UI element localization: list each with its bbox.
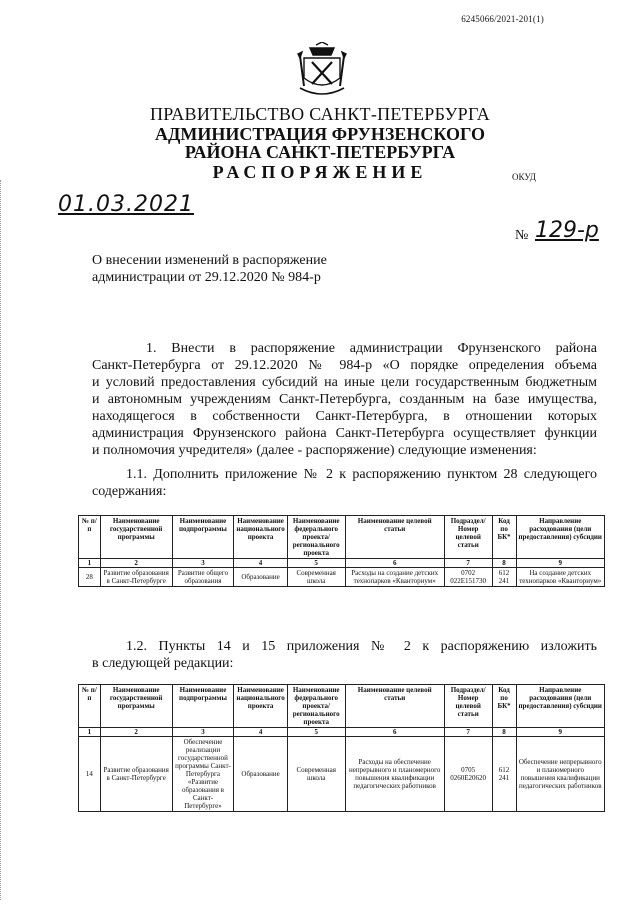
col-number: 1 [79, 559, 101, 568]
col-number: 8 [492, 559, 516, 568]
okud-label: ОКУД [512, 172, 536, 182]
subject-line-2: администрации от 29.12.2020 № 984-р [92, 270, 321, 285]
column-number-row [79, 728, 605, 737]
appendix-table-row-28 [78, 515, 605, 587]
cell: 14 [79, 737, 101, 812]
para1-line: и условий предоставления субсидий на иные цели государственным бюджетным [92, 375, 597, 390]
col-header: Наименование федерального проекта/ регионального проекта [287, 685, 345, 728]
col-number: 9 [516, 728, 605, 737]
cell: Образование [234, 737, 287, 812]
col-header: Наименование подпрограммы [172, 516, 234, 559]
appendix-table-row-14 [78, 684, 605, 812]
col-number: 3 [172, 559, 234, 568]
para2-line: содержания: [92, 484, 167, 499]
cell: 0705 0260Е20620 [444, 737, 492, 812]
col-number: 2 [100, 559, 172, 568]
col-header: Наименование государственной программы [100, 685, 172, 728]
cell: Развитие образования в Санкт-Петербурге [100, 568, 172, 587]
number-label: № [515, 228, 529, 243]
col-number: 7 [444, 728, 492, 737]
scan-margin-marks [0, 180, 5, 900]
cell: На создание детских технопарков «Кванториум» [516, 568, 605, 587]
table-row [79, 568, 605, 587]
col-header: Подраздел/ Номер целевой статьи [444, 685, 492, 728]
col-header: Направление расходования (цели предоставления) субсидии [516, 685, 605, 728]
col-header: Наименование национального проекта [234, 516, 287, 559]
document-id: 6245066/2021-201(1) [461, 14, 544, 24]
handwritten-date: 01.03.2021 [58, 192, 194, 217]
cell: 0702 022E151730 [444, 568, 492, 587]
cell: 612 241 [492, 568, 516, 587]
col-number: 1 [79, 728, 101, 737]
col-number: 2 [100, 728, 172, 737]
cell: 612 241 [492, 737, 516, 812]
col-header: Наименование государственной программы [100, 516, 172, 559]
col-header: Наименование подпрограммы [172, 685, 234, 728]
col-number: 3 [172, 728, 234, 737]
cell: Развитие образования в Санкт-Петербурге [100, 737, 172, 812]
col-number: 8 [492, 728, 516, 737]
para3-line: 1.2. Пункты 14 и 15 приложения № 2 к распоряжению изложить [126, 639, 597, 654]
table-header-row [79, 516, 605, 559]
col-number: 4 [234, 728, 287, 737]
cell: Современная школа [287, 737, 345, 812]
col-header: Наименование целевой статьи [345, 685, 444, 728]
para3-line: в следующей редакции: [92, 656, 234, 671]
administration-title: АДМИНИСТРАЦИЯ ФРУНЗЕНСКОГО [155, 124, 485, 144]
cell: Обеспечение непрерывного и планомерного повышения квалификации педагогических работников [516, 737, 605, 812]
spb-coat-of-arms-icon [296, 42, 348, 100]
col-header: № п/п [79, 516, 101, 559]
subject-line-1: О внесении изменений в распоряжение [92, 253, 327, 268]
document-type: РАСПОРЯЖЕНИЕ [212, 162, 428, 182]
cell: Развитие общего образования [172, 568, 234, 587]
para1-line: и автономным учреждениям Санкт-Петербурга, созданным на базе имущества, [92, 392, 597, 407]
table-row [79, 737, 605, 812]
col-header: Код по БК* [492, 516, 516, 559]
col-header: Направление расходования (цели предоставления) субсидии [516, 516, 605, 559]
col-header: Наименование национального проекта [234, 685, 287, 728]
para1-line: и полномочия учредителя» (далее - распоряжение) следующие изменения: [92, 443, 537, 458]
col-number: 7 [444, 559, 492, 568]
col-header: Наименование целевой статьи [345, 516, 444, 559]
para1-line: находящегося в собственности Санкт-Петербурга, в отношении которых [92, 409, 597, 424]
cell: Образование [234, 568, 287, 587]
col-number: 5 [287, 559, 345, 568]
col-header: Код по БК* [492, 685, 516, 728]
table-header-row [79, 685, 605, 728]
para1-line: 1. Внести в распоряжение администрации Фрунзенского района [146, 341, 597, 356]
cell: Расходы на обеспечение непрерывного и планомерного повышения квалификации педагогических работников [345, 737, 444, 812]
handwritten-number: 129-р [535, 218, 599, 243]
cell: Расходы на создание детских технопарков «Кванториум» [345, 568, 444, 587]
col-header: № п/п [79, 685, 101, 728]
col-number: 5 [287, 728, 345, 737]
para1-line: Санкт-Петербурга от 29.12.2020 № 984-р «О порядке определения объема [92, 358, 597, 373]
column-number-row [79, 559, 605, 568]
district-title: РАЙОНА САНКТ-ПЕТЕРБУРГА [184, 142, 456, 162]
para2-line: 1.1. Дополнить приложение № 2 к распоряжению пунктом 28 следующего [126, 467, 597, 482]
col-header: Подраздел/ Номер целевой статьи [444, 516, 492, 559]
cell: Обеспечение реализации государственной программы Санкт-Петербурга «Развитие образования в Санкт-Петербурге» [172, 737, 234, 812]
cell: 28 [79, 568, 101, 587]
col-number: 6 [345, 728, 444, 737]
government-title: ПРАВИТЕЛЬСТВО САНКТ-ПЕТЕРБУРГА [149, 104, 491, 124]
col-number: 4 [234, 559, 287, 568]
para1-line: администрация Фрунзенского района Санкт-Петербурга осуществляет функции [92, 426, 597, 441]
col-number: 6 [345, 559, 444, 568]
cell: Современная школа [287, 568, 345, 587]
col-header: Наименование федерального проекта/ регионального проекта [287, 516, 345, 559]
col-number: 9 [516, 559, 605, 568]
